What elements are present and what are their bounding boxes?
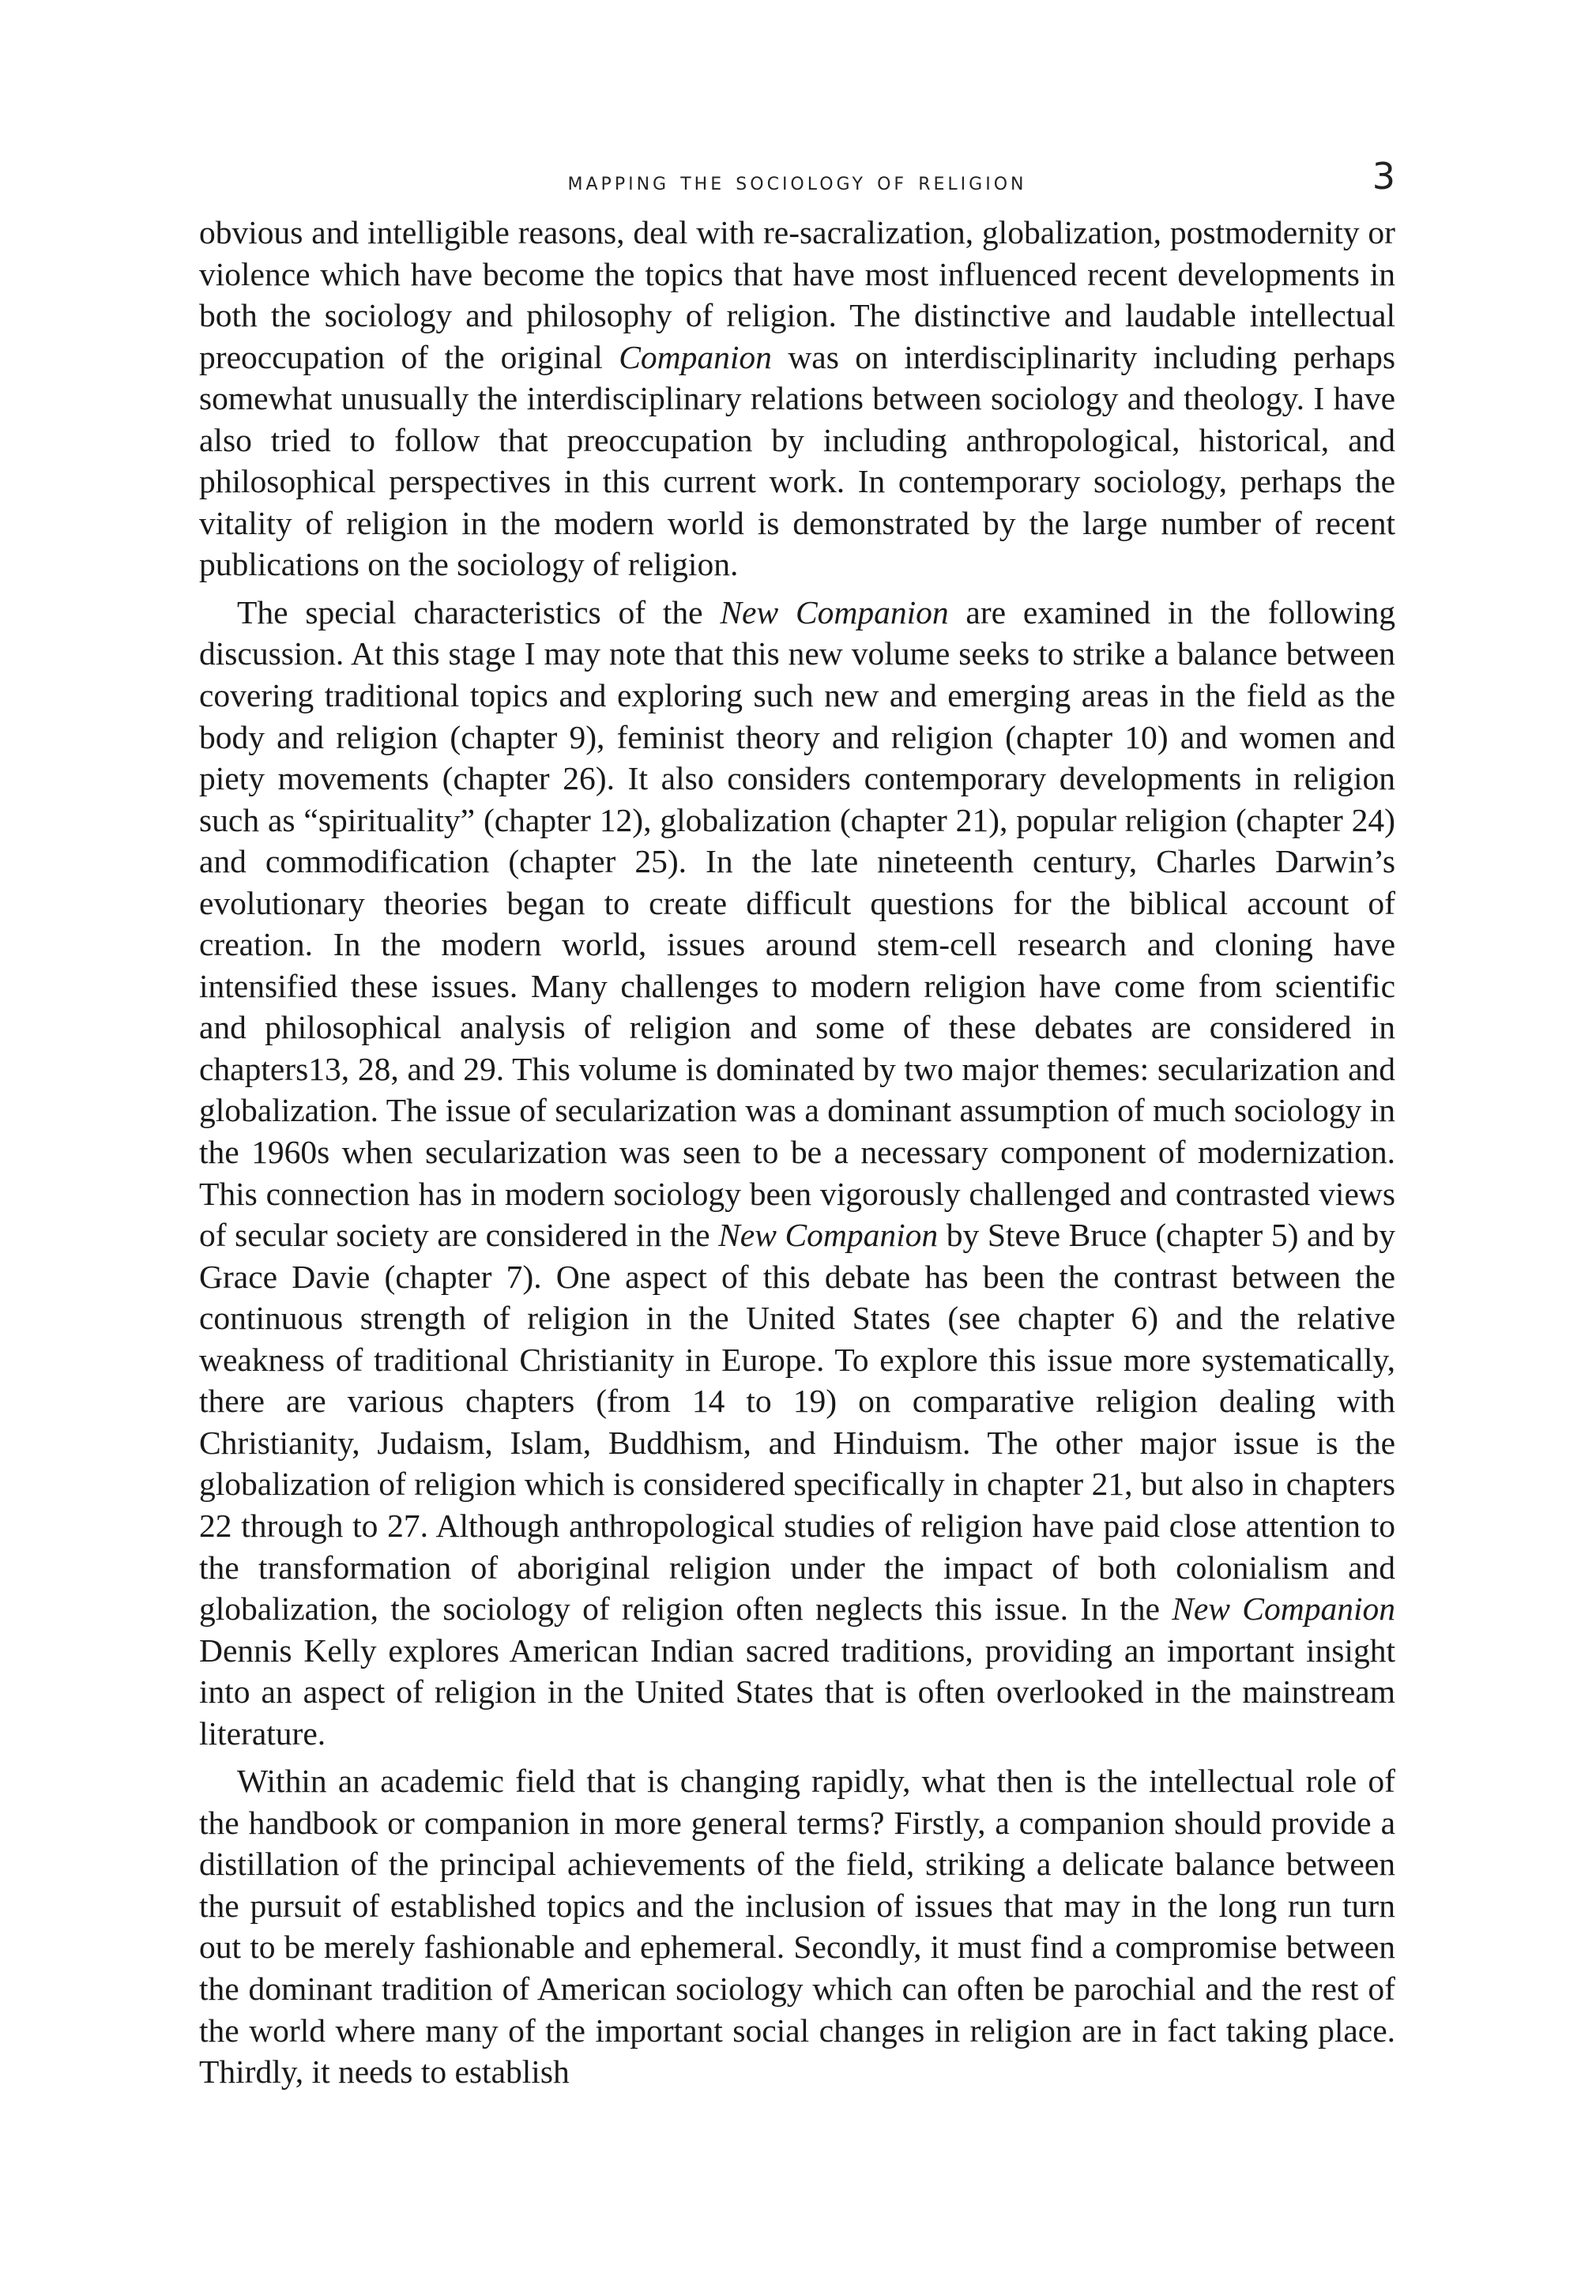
paragraph-1-italic-title: Companion — [619, 338, 772, 375]
paragraph-2-italic-title: New Companion — [718, 1217, 939, 1254]
paragraph-1 — [199, 212, 1395, 585]
paragraph-3 — [199, 1760, 1395, 2092]
paragraph-2-text: are examined in the following discussion. At this stage I may note that this new volume seeks to strike a balance between covering traditional topics and exploring such new and emerging areas in the field as the body and religion (chapter 9), feminist theory and religion (chapter 10) and women and piety movements (chapter 26). It also considers contemporary developments in religion such as “spirituality” (chapter 12), globalization (chapter 21), popular religion (chapter 24) and commodification (chapter 25). In the late nineteenth century, Charles Darwin’s evolutionary theories began to create difficult questions for the biblical account of creation. In the modern world, issues around stem-cell research and cloning have intensified these issues. Many challenges to modern religion have come from scientific and philosophical analysis of religion and some of these debates are considered in chapters13, 28, and 29. This volume is dominated by two major themes: secularization and globalization. The issue of secularization was a dominant assumption of much sociology in the 1960s when secularization was seen to be a necessary component of modernization. This connection has in modern sociology been vigorously challenged and contrasted views of secular society are considered in the — [199, 593, 1395, 1254]
paragraph-2-text: Dennis Kelly explores American Indian sacred traditions, providing an important insight into an aspect of religion in the United States that is often overlooked in the mainstream literature. — [199, 1632, 1395, 1752]
paragraph-2-text: by Steve Bruce (chapter 5) and by Grace Davie (chapter 7). One aspect of this debate has been the contrast between the continuous strength of religion in the United States (see chapter 6) and the relative weakness of traditional Christianity in Europe. To explore this issue more systematically, there are various chapters (from 14 to 19) on comparative religion dealing with Christianity, Judaism, Islam, Buddhism, and Hinduism. The other major issue is the globalization of religion which is considered specifically in chapter 21, but also in chapters 22 through to 27. Although anthropological studies of religion have paid close attention to the transformation of aboriginal religion under the impact of both colonialism and globalization, the sociology of religion often neglects this issue. In the — [199, 1217, 1395, 1628]
paragraph-3-text: Within an academic field that is changing rapidly, what then is the intellectual role of the handbook or companion in more general terms? Firstly, a companion should provide a distillation of the principal achievements of the field, striking a delicate balance between the pursuit of established topics and the inclusion of issues that may in the long run turn out to be merely fashionable and ephemeral. Secondly, it must find a compromise between the dominant tradition of American sociology which can often be parochial and the rest of the world where many of the important social changes in religion are in fact taking place. Thirdly, it needs to establish — [199, 1763, 1395, 2091]
paragraph-2-italic-title: New Companion — [720, 593, 949, 630]
body-text — [199, 212, 1395, 2093]
paragraph-2-italic-title: New Companion — [1172, 1590, 1395, 1628]
paragraph-2-text: The special characteristics of the — [237, 593, 721, 630]
paragraph-2 — [199, 592, 1395, 1754]
running-title: mapping the sociology of religion — [567, 166, 1027, 196]
page-number: 3 — [1372, 155, 1395, 198]
paragraph-1-text: obvious and intelligible reasons, deal with re-sacralization, globalization, postmodernity or violence which have become the topics that have most influenced recent developments in both the sociology and philosophy of religion. The distinctive and laudable intellectual preoccupation of the original — [199, 214, 1395, 375]
running-head — [199, 155, 1395, 202]
paragraph-1-text: was on interdisciplinarity including perhaps somewhat unusually the interdisciplinary relations between sociology and theology. I have also tried to follow that preoccupation by including anthropological, historical, and philosophical perspectives in this current work. In contemporary sociology, perhaps the vitality of religion in the modern world is demonstrated by the large number of recent publications on the sociology of religion. — [199, 338, 1395, 583]
